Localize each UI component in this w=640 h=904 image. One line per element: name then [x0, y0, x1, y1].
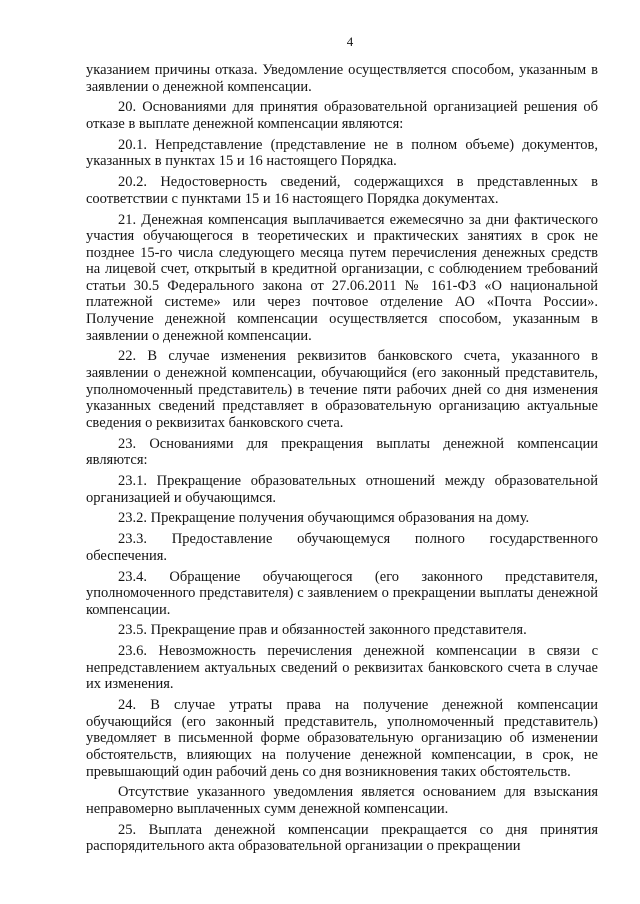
paragraph-23-2: 23.2. Прекращение получения обучающимся образования на дому. [118, 510, 530, 527]
paragraph-20-2: 20.2. Недостоверность сведений, содержащихся в представленных в соответствии с пунктами 15 и 16 настоящего Порядка документах. [86, 174, 598, 207]
paragraph-23-5: 23.5. Прекращение прав и обязанностей законного представителя. [118, 622, 527, 639]
paragraph-23-3: 23.3. Предоставление обучающемуся полного государственного обеспечения. [86, 531, 598, 564]
paragraph-21: 21. Денежная компенсация выплачивается ежемесячно за дни фактического участия обучающегося в теоретических и практических занятиях в срок не позднее 15-го числа следующего месяца путем перечисления денежных средств на лицевой счет, открытый в кредитной организации, с соблюдением требований статьи 30.5 Федерального закона от 27.06.2011 № 161-ФЗ «О национальной платежной системе» или через почтовое отделение АО «Почта России». Получение денежной компенсации осуществляется способом, указанным в заявлении о денежной компенсации. [86, 211, 598, 344]
paragraph-23-6: 23.6. Невозможность перечисления денежной компенсации в связи с непредставлением актуальных сведений о реквизитах банковского счета в случае их изменения. [86, 643, 598, 693]
page-number: 4 [346, 34, 354, 49]
paragraph-23-1: 23.1. Прекращение образовательных отношений между образовательной организацией и обучающимся. [86, 472, 598, 506]
paragraph-20-1: 20.1. Непредставление (представление не в полном объеме) документов, указанных в пунктах 15 и 16 настоящего Порядка. [86, 136, 598, 170]
paragraph-20: 20. Основаниями для принятия образовательной организацией решения об отказе в выплате денежной компенсации являются: [86, 99, 598, 132]
paragraph-continuation: указанием причины отказа. Уведомление осуществляется способом, указанным в заявлении о денежной компенсации. [86, 62, 598, 95]
paragraph-24: 24. В случае утраты права на получение денежной компенсации обучающийся (его законный представитель, уполномоченный представитель) уведомляет в письменной форме образовательную организацию об изменении обстоятельств, влияющих на получение денежной компенсации, в срок, не превышающий один рабочий день со дня возникновения таких обстоятельств. [86, 697, 598, 780]
paragraph-23: 23. Основаниями для прекращения выплаты денежной компенсации являются: [86, 435, 598, 469]
paragraph-25: 25. Выплата денежной компенсации прекращается со дня принятия распорядительного акта образовательной организации о прекращении [86, 821, 598, 855]
document-body [86, 62, 598, 859]
paragraph-23-4: 23.4. Обращение обучающегося (его законного представителя, уполномоченного представителя) с заявлением о прекращении выплаты денежной компенсации. [86, 568, 598, 618]
paragraph-24-note: Отсутствие указанного уведомления является основанием для взыскания неправомерно выплаченных сумм денежной компенсации. [86, 784, 598, 817]
paragraph-22: 22. В случае изменения реквизитов банковского счета, указанного в заявлении о денежной компенсации, обучающийся (его законный представитель, уполномоченный представитель) в течение пяти рабочих дней со дня изменения указанных сведений представляет в образовательную организацию актуальные сведения о реквизитах банковского счета. [86, 348, 598, 431]
